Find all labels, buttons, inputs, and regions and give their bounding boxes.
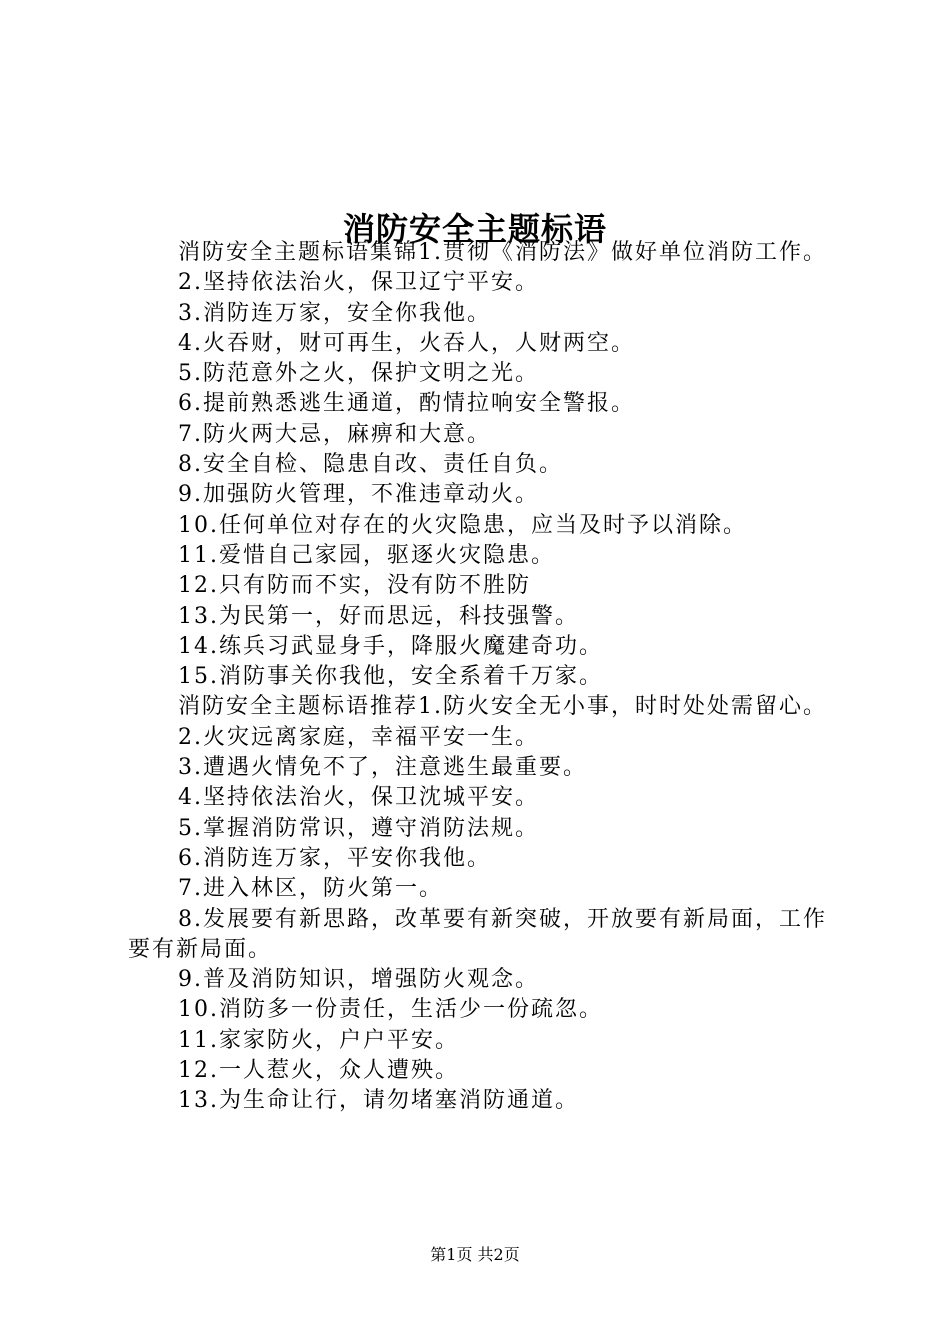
paragraph: 10.消防多一份责任，生活少一份疏忽。 — [178, 997, 603, 1023]
paragraph: 13.为民第一，好而思远，科技强警。 — [178, 603, 579, 629]
paragraph: 消防安全主题标语集锦1.贯彻《消防法》做好单位消防工作。 — [178, 240, 827, 265]
document-body — [128, 238, 838, 1117]
paragraph: 4.火吞财，财可再生，火吞人，人财两空。 — [178, 330, 635, 356]
paragraph: 7.进入林区，防火第一。 — [178, 876, 443, 902]
paragraph: 14.练兵习武显身手，降服火魔建奇功。 — [178, 633, 603, 659]
paragraph: 9.普及消防知识，增强防火观念。 — [178, 967, 539, 993]
paragraph: 8.安全自检、隐患自改、责任自负。 — [178, 452, 563, 478]
paragraph: 2.坚持依法治火，保卫辽宁平安。 — [178, 270, 539, 296]
page-footer: 第1页 共2页 — [430, 1245, 520, 1264]
paragraph: 5.防范意外之火，保护文明之光。 — [178, 361, 539, 387]
paragraph: 12.一人惹火，众人遭殃。 — [178, 1058, 459, 1084]
paragraph: 13.为生命让行，请勿堵塞消防通道。 — [178, 1088, 579, 1114]
paragraph: 3.消防连万家，安全你我他。 — [178, 300, 491, 326]
paragraph: 7.防火两大忌，麻痹和大意。 — [178, 421, 491, 447]
paragraph: 10.任何单位对存在的火灾隐患，应当及时予以消除。 — [178, 512, 747, 538]
paragraph: 11.家家防火，户户平安。 — [178, 1027, 459, 1053]
paragraph: 消防安全主题标语推荐1.防火安全无小事，时时处处需留心。 — [178, 694, 827, 720]
paragraph: 8.发展要有新思路，改革要有新突破，开放要有新局面，工作要有新局面。 — [128, 906, 827, 962]
paragraph: 2.火灾远离家庭，幸福平安一生。 — [178, 724, 539, 750]
paragraph: 11.爱惜自己家园，驱逐火灾隐患。 — [178, 542, 555, 568]
paragraph: 15.消防事关你我他，安全系着千万家。 — [178, 664, 603, 690]
paragraph: 4.坚持依法治火，保卫沈城平安。 — [178, 785, 539, 811]
paragraph: 5.掌握消防常识，遵守消防法规。 — [178, 815, 539, 841]
paragraph: 3.遭遇火情免不了，注意逃生最重要。 — [178, 755, 587, 781]
paragraph: 9.加强防火管理，不准违章动火。 — [178, 482, 539, 508]
paragraph: 6.提前熟悉逃生通道，酌情拉响安全警报。 — [178, 391, 635, 417]
paragraph: 12.只有防而不实，没有防不胜防 — [178, 573, 531, 599]
document-title: 消防安全主题标语 — [342, 210, 607, 249]
paragraph: 6.消防连万家，平安你我他。 — [178, 845, 491, 871]
